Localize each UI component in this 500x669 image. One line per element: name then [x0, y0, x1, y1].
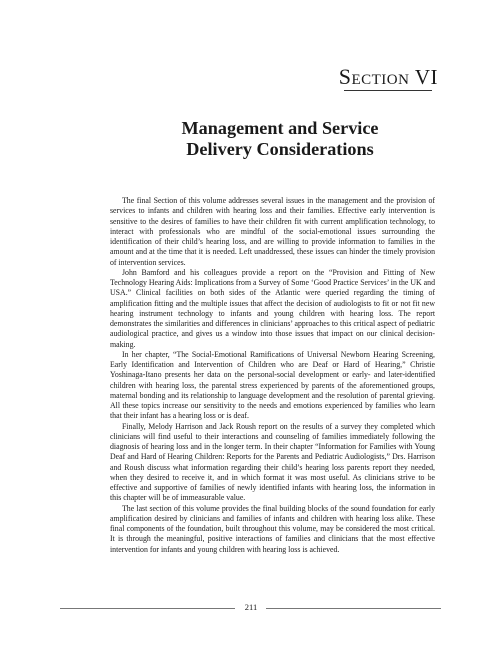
page-number: 211 [244, 602, 258, 612]
paragraph-4: Finally, Melody Harrison and Jack Roush report on the results of a survey they completed which clinicians will find useful to their interactions and counseling of families immediately following the diagnosis of hearing loss and in the longer term. In their chapter “Information for Families with Young Deaf and Hard of Hearing Children: Reports for the Parents and Pediatric Audiologists,” Drs. Harrison and Roush discuss what information regarding their child’s hearing loss parents report they needed, when they desired to receive it, and in which format it was most useful. As clinicians strive to be effective and supportive of families of newly identified infants with hearing loss, the information in this chapter will be of immeasurable value. [110, 421, 435, 503]
section-heading [339, 64, 438, 90]
paragraph-2: John Bamford and his colleagues provide a report on the “Provision and Fitting of New Technology Hearing Aids: Implications from a Survey of Some ‘Good Practice Services’ in the UK and USA.” Clinical facilities on both sides of the Atlantic were queried regarding the timing of amplification fitting and the multiple issues that affect the decision of audiologists to fit or not fit new hearing instrument technology to infants and young children with hearing loss. The report demonstrates the similarities and differences in clinicians’ approaches to this critical aspect of pediatric audiological practice, and gives us a window into those issues that impact on our clinical decision-making. [110, 267, 435, 349]
page-title [110, 118, 450, 160]
section-underline [344, 90, 432, 91]
section-numeral: VI [414, 65, 438, 89]
paragraph-1: The final Section of this volume addresses several issues in the management and the provision of services to infants and children with hearing loss and their families. Effective early intervention is sensitive to the desires of families to have their children fit with current amplification technology, to interact with professionals who are mindful of the social-emotional issues surrounding the identification of their child’s hearing loss, and are willing to provide information to families in the amount and at the time that it is needed. Left unaddressed, these issues can hinder the timely provision of intervention services. [110, 196, 435, 267]
footer-rule-right [266, 608, 441, 609]
title-line-2: Delivery Considerations [186, 139, 374, 159]
title-line-1: Management and Service [181, 118, 379, 138]
section-word: Section [338, 64, 410, 89]
paragraph-3: In her chapter, “The Social-Emotional Ramifications of Universal Newborn Hearing Screening, Early Identification and Intervention of Children who are Deaf or Hard of Hearing,” Christie Yoshinaga-Itano presents her data on the personal-social development or early- and later-identified children with hearing loss, the parental stress experienced by parents of the aforementioned groups, maternal bonding and its relationship to language development and the resolution of parental grieving. All these topics increase our sensitivity to the needs and emotions experienced by families who learn that their infant has a hearing loss or is deaf. [110, 349, 435, 421]
footer-rule-left [60, 608, 235, 609]
body-text [110, 196, 435, 555]
paragraph-5: The last section of this volume provides the final building blocks of the sound foundation for early amplification desired by clinicians and families of infants and children with hearing loss alike. These final components of the foundation, built throughout this volume, may be considered the most critical. It is through the meaningful, positive interactions of families and clinicians that the most effective intervention for infants and young children with hearing loss is achieved. [110, 503, 435, 554]
